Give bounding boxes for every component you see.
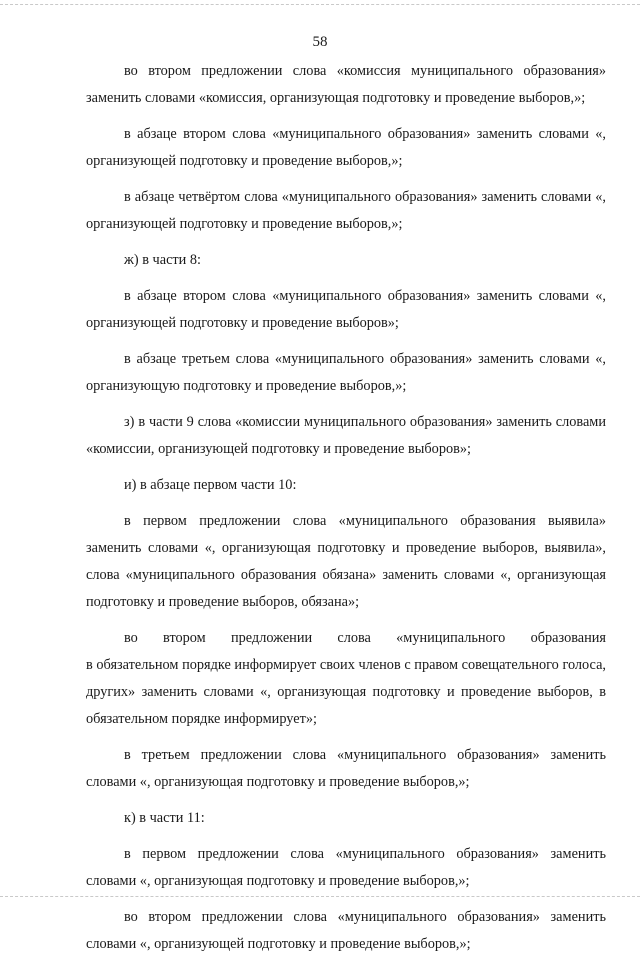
paragraph: з) в части 9 слова «комиссии муниципального образования» заменить словами «комиссии, организующей подготовку и проведение выборов»;: [86, 414, 606, 457]
paragraph: в первом предложении слова «муниципального образования» заменить словами «, организующая подготовку и проведение выборов,»;: [86, 846, 606, 889]
paragraph: во втором предложении слова «муниципального образования» заменить словами «, организующей подготовку и проведение выборов,»;: [86, 909, 606, 952]
paragraph-continuation: в обязательном порядке информирует своих членов с правом совещательного голоса, других» заменить словами «, организующая подготовку и проведение выборов, в обязательном порядке информирует»;: [86, 657, 606, 727]
section-heading: ж) в части 8:: [124, 252, 202, 268]
paragraph: в абзаце третьем слова «муниципального образования» заменить словами «, организующую подготовку и проведение выборов,»;: [86, 351, 606, 394]
page-bottom-edge: [0, 896, 640, 897]
paragraph: в абзаце четвёртом слова «муниципального образования» заменить словами «, организующей подготовку и проведение выборов,»;: [86, 189, 606, 232]
section-heading: и) в абзаце первом части 10:: [124, 477, 297, 493]
paragraph: в абзаце втором слова «муниципального образования» заменить словами «, организующей подготовку и проведение выборов»;: [86, 288, 606, 331]
page-number: 58: [312, 34, 328, 50]
document-body: [86, 58, 606, 958]
section-heading: к) в части 11:: [124, 810, 205, 826]
paragraph: в первом предложении слова «муниципального образования выявила» заменить словами «, организующая подготовку и проведение выборов, выявила», слова «муниципального образования обязана» заменить словами «, организующая подготовку и проведение выборов, обязана»;: [86, 513, 606, 610]
paragraph: в третьем предложении слова «муниципального образования» заменить словами «, организующая подготовку и проведение выборов,»;: [86, 747, 606, 790]
paragraph: во втором предложении слова «комиссия муниципального образования» заменить словами «комиссия, организующая подготовку и проведение выборов,»;: [86, 63, 606, 106]
page-top-edge: [0, 4, 640, 5]
paragraph: в абзаце втором слова «муниципального образования» заменить словами «, организующей подготовку и проведение выборов,»;: [86, 126, 606, 169]
paragraph: во втором предложении слова «муниципального образования: [124, 630, 606, 646]
